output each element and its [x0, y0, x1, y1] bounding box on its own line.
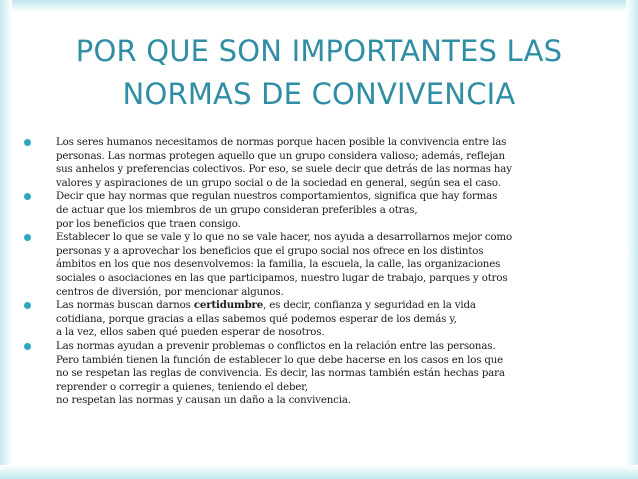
- bullet-dot-icon: [24, 139, 31, 146]
- bullet-text-before: Las normas buscan darnos: [56, 300, 194, 312]
- bullet-line: sociales o asociaciones en las que participamos, nuestro lugar de trabajo, parques y otros: [56, 272, 508, 284]
- frame-bottom-border: [0, 465, 638, 479]
- bullet-item-2: [22, 190, 628, 231]
- bullet-line: Los seres humanos necesitamos de normas porque hacen posible la convivencia entre las: [56, 137, 507, 148]
- bullet-item-4: [22, 299, 628, 340]
- bullet-line: sus anhelos y preferencias colectivos. Por eso, se suele decir que detrás de las normas hay: [56, 164, 512, 176]
- bullet-line: centros de diversión, por mencionar algunos.: [56, 286, 284, 298]
- frame-top-border: [0, 0, 638, 12]
- bullet-item-5: [22, 340, 628, 408]
- bullet-line: Las normas ayudan a prevenir problemas o conflictos en la relación entre las personas.: [56, 340, 496, 352]
- bullet-line: no se respetan las reglas de convivencia. Es decir, las normas también están hechas para: [56, 368, 505, 380]
- bullet-line: Pero también tienen la función de establecer lo que debe hacerse en los casos en los que: [56, 354, 504, 366]
- bullet-item-3: [22, 231, 628, 299]
- frame-left-border: [0, 0, 12, 479]
- bullet-dot-icon: [24, 302, 31, 309]
- bullet-line: [56, 299, 628, 313]
- bullet-line: personas. Las normas protegen aquello que un grupo considera valioso; además, reflejan: [56, 150, 505, 162]
- bullet-line: Establecer lo que se vale y lo que no se vale hacer, nos ayuda a desarrollarnos mejor como: [56, 232, 512, 244]
- bullet-item-1: [22, 136, 628, 190]
- bullet-line: de actuar que los miembros de un grupo consideran preferibles a otras,: [56, 204, 418, 216]
- bullet-line: cotidiana, porque gracias a ellas sabemos qué podemos esperar de los demás y,: [56, 313, 457, 325]
- bullet-text-after: , es decir, confianza y seguridad en la vida: [263, 300, 476, 312]
- slide-title-line-2: NORMAS DE CONVIVENCIA: [122, 77, 516, 111]
- bullet-line: valores y aspiraciones de un grupo social o de la sociedad en general, según sea el caso.: [56, 177, 501, 189]
- slide-title-line-1: POR QUE SON IMPORTANTES LAS: [75, 34, 563, 68]
- bullet-line: Decir que hay normas que regulan nuestros comportamientos, significa que hay formas: [56, 191, 498, 203]
- bullet-line: no respetan las normas y causan un daño a la convivencia.: [56, 395, 351, 407]
- bullet-list: [22, 136, 628, 408]
- slide-title: [22, 30, 616, 116]
- bullet-line: a la vez, ellos saben qué pueden esperar de nosotros.: [56, 327, 325, 339]
- bullet-line: personas y a aprovechar los beneficios que el grupo social nos ofrece en los distintos: [56, 245, 484, 257]
- bullet-dot-icon: [24, 343, 31, 350]
- bullet-line: ámbitos en los que nos desenvolvemos: la familia, la escuela, la calle, las organizaciones: [56, 259, 501, 271]
- bullet-dot-icon: [24, 234, 31, 241]
- bullet-line: por los beneficios que traen consigo.: [56, 218, 241, 230]
- bullet-bold-term: certidumbre: [193, 299, 264, 312]
- bullet-dot-icon: [24, 193, 31, 200]
- bullet-line: reprender o corregir a quienes, teniendo el deber,: [56, 381, 308, 393]
